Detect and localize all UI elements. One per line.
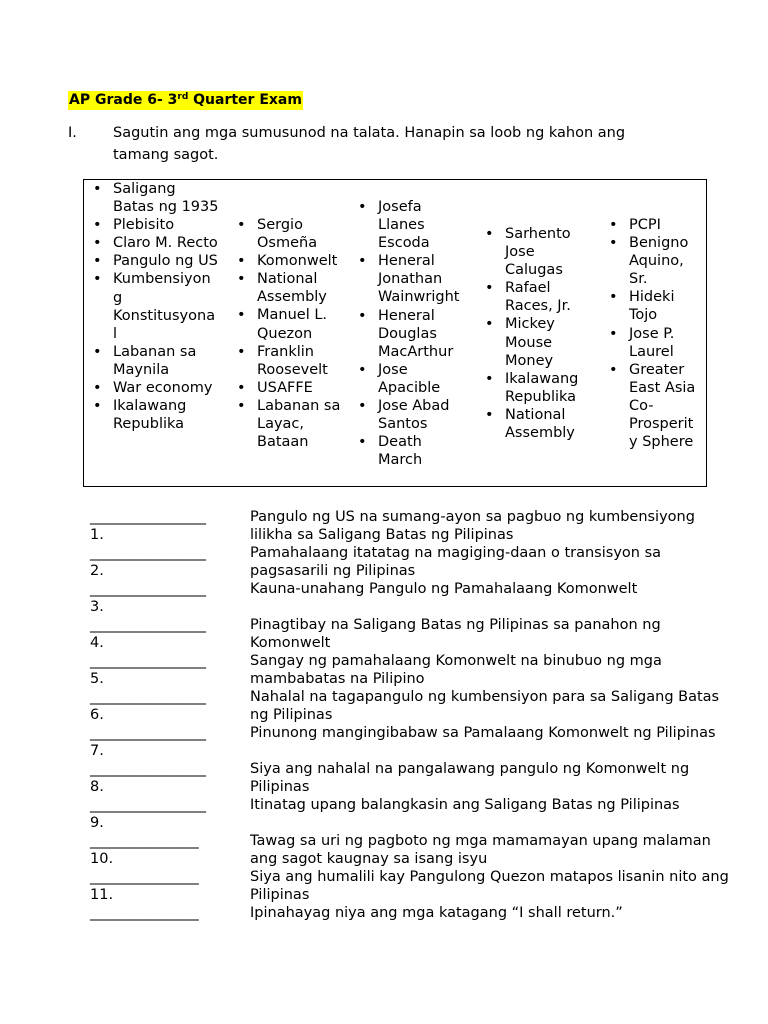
answer-option: • USAFFE [233, 379, 345, 397]
answer-blank[interactable]: ________________ [90, 797, 206, 813]
answer-option: • National Assembly [233, 270, 345, 306]
question-row [90, 868, 750, 904]
question-number: 2. [90, 563, 104, 579]
question-text: Siya ang humalili kay Pangulong Quezon matapos lisanin nito ang Pilipinas [250, 869, 729, 903]
answer-blank[interactable]: _______________ [90, 905, 199, 921]
question-row [90, 688, 750, 724]
question-row [90, 904, 750, 922]
answer-option: • Jose P. Laurel [605, 325, 701, 361]
answer-option: • Sarhento Jose Calugas [481, 225, 581, 279]
answer-option: • Saligang Batas ng 1935 [89, 180, 221, 216]
question-number: 9. [90, 815, 104, 831]
answer-option: • National Assembly [481, 406, 581, 442]
answer-slot [90, 796, 250, 832]
question-text: Nahalal na tagapangulo ng kumbensiyon para sa Saligang Batas ng Pilipinas [250, 689, 720, 723]
answer-column-3 [354, 198, 466, 469]
answer-option: • Heneral Douglas MacArthur [354, 307, 466, 361]
question-text: Sangay ng pamahalaang Komonwelt na binubuo ng mga mambabatas na Pilipino [250, 653, 662, 687]
exam-title [68, 91, 303, 110]
question-number: 3. [90, 599, 104, 615]
question-number: 6. [90, 707, 104, 723]
answer-option: • Josefa Llanes Escoda [354, 198, 466, 252]
answer-blank[interactable]: _______________ [90, 869, 199, 885]
answer-column-1 [89, 180, 221, 433]
answer-slot [90, 580, 250, 616]
question-text: Pangulo ng US na sumang-ayon sa pagbuo ng kumbensiyong lilikha sa Saligang Batas ng Pilipinas [250, 509, 695, 543]
answer-column-2 [233, 216, 345, 451]
answer-option: • Labanan sa Maynila [89, 343, 221, 379]
answer-blank[interactable]: ________________ [90, 761, 206, 777]
answer-slot [90, 760, 250, 796]
answer-option: • Komonwelt [233, 252, 345, 270]
answer-option: • Hideki Tojo [605, 288, 701, 324]
answer-option: • Death March [354, 433, 466, 469]
question-row [90, 508, 750, 544]
answer-option: • Jose Abad Santos [354, 397, 466, 433]
question-number: 4. [90, 635, 104, 651]
question-text: Pinagtibay na Saligang Batas ng Pilipinas sa panahon ng Komonwelt [250, 617, 661, 651]
instruction-text: Sagutin ang mga sumusunod na talata. Hanapin sa loob ng kahon ang tamang sagot. [113, 125, 626, 163]
answer-option: • Ikalawang Republika [481, 370, 581, 406]
answer-blank[interactable]: ________________ [90, 509, 206, 525]
exam-title-rest: Quarter Exam [188, 92, 302, 108]
answer-option: • Kumbensiyon g Konstitusyona l [89, 270, 221, 342]
question-text: Siya ang nahalal na pangalawang pangulo ng Komonwelt ng Pilipinas [250, 761, 690, 795]
question-number: 10. [90, 851, 114, 867]
answer-column-5 [605, 216, 701, 451]
exam-title-superscript: rd [177, 92, 189, 102]
answer-option: • Greater East Asia Co-Prosperit y Sphere [605, 361, 701, 451]
answer-option: • Mickey Mouse Money [481, 315, 581, 369]
answer-option: • Heneral Jonathan Wainwright [354, 252, 466, 306]
answer-slot [90, 688, 250, 724]
question-number: 7. [90, 743, 104, 759]
answer-option: • War economy [89, 379, 221, 397]
answer-option: • Pangulo ng US [89, 252, 221, 270]
answer-blank[interactable]: ________________ [90, 653, 206, 669]
question-number: 5. [90, 671, 104, 687]
question-text: Tawag sa uri ng pagboto ng mga mamamayan upang malaman ang sagot kaugnay sa isang isyu [250, 833, 711, 867]
answer-column-4 [481, 225, 581, 442]
answer-slot [90, 868, 250, 904]
answer-box [83, 179, 707, 487]
question-row [90, 544, 750, 580]
instruction-number: I. [68, 125, 77, 141]
answer-slot [90, 832, 250, 868]
question-row [90, 652, 750, 688]
question-list [90, 508, 750, 922]
question-text: Pinunong mangingibabaw sa Pamalaang Komonwelt ng Pilipinas [250, 725, 716, 741]
question-number: 8. [90, 779, 104, 795]
question-text: Pamahalaang itatatag na magiging-daan o transisyon sa pagsasarili ng Pilipinas [250, 545, 662, 579]
question-text: Ipinahayag niya ang mga katagang “I shall return.” [250, 905, 623, 921]
question-row [90, 796, 750, 832]
exam-title-main: AP Grade 6- 3 [69, 92, 178, 108]
answer-option: • Plebisito [89, 216, 221, 234]
answer-option: • Jose Apacible [354, 361, 466, 397]
answer-option: • Labanan sa Layac, Bataan [233, 397, 345, 451]
question-row [90, 724, 750, 760]
answer-blank[interactable]: ________________ [90, 725, 206, 741]
answer-blank[interactable]: ________________ [90, 617, 206, 633]
question-row [90, 580, 750, 616]
answer-blank[interactable]: ________________ [90, 689, 206, 705]
answer-blank[interactable]: ________________ [90, 545, 206, 561]
answer-slot [90, 904, 250, 922]
answer-option: • Claro M. Recto [89, 234, 221, 252]
question-text: Itinatag upang balangkasin ang Saligang Batas ng Pilipinas [250, 797, 680, 813]
question-row [90, 616, 750, 652]
answer-option: • Manuel L. Quezon [233, 306, 345, 342]
answer-slot [90, 544, 250, 580]
answer-option: • Sergio Osmeña [233, 216, 345, 252]
answer-blank[interactable]: _______________ [90, 833, 199, 849]
answer-slot [90, 616, 250, 652]
answer-option: • Ikalawang Republika [89, 397, 221, 433]
answer-slot [90, 508, 250, 544]
answer-slot [90, 724, 250, 760]
answer-option: • Benigno Aquino, Sr. [605, 234, 701, 288]
answer-option: • Franklin Roosevelt [233, 343, 345, 379]
answer-blank[interactable]: ________________ [90, 581, 206, 597]
question-row [90, 832, 750, 868]
question-text: Kauna-unahang Pangulo ng Pamahalaang Komonwelt [250, 581, 638, 597]
answer-option: • Rafael Races, Jr. [481, 279, 581, 315]
answer-option: • PCPI [605, 216, 701, 234]
answer-slot [90, 652, 250, 688]
question-number: 1. [90, 527, 104, 543]
question-number: 11. [90, 887, 114, 903]
question-row [90, 760, 750, 796]
